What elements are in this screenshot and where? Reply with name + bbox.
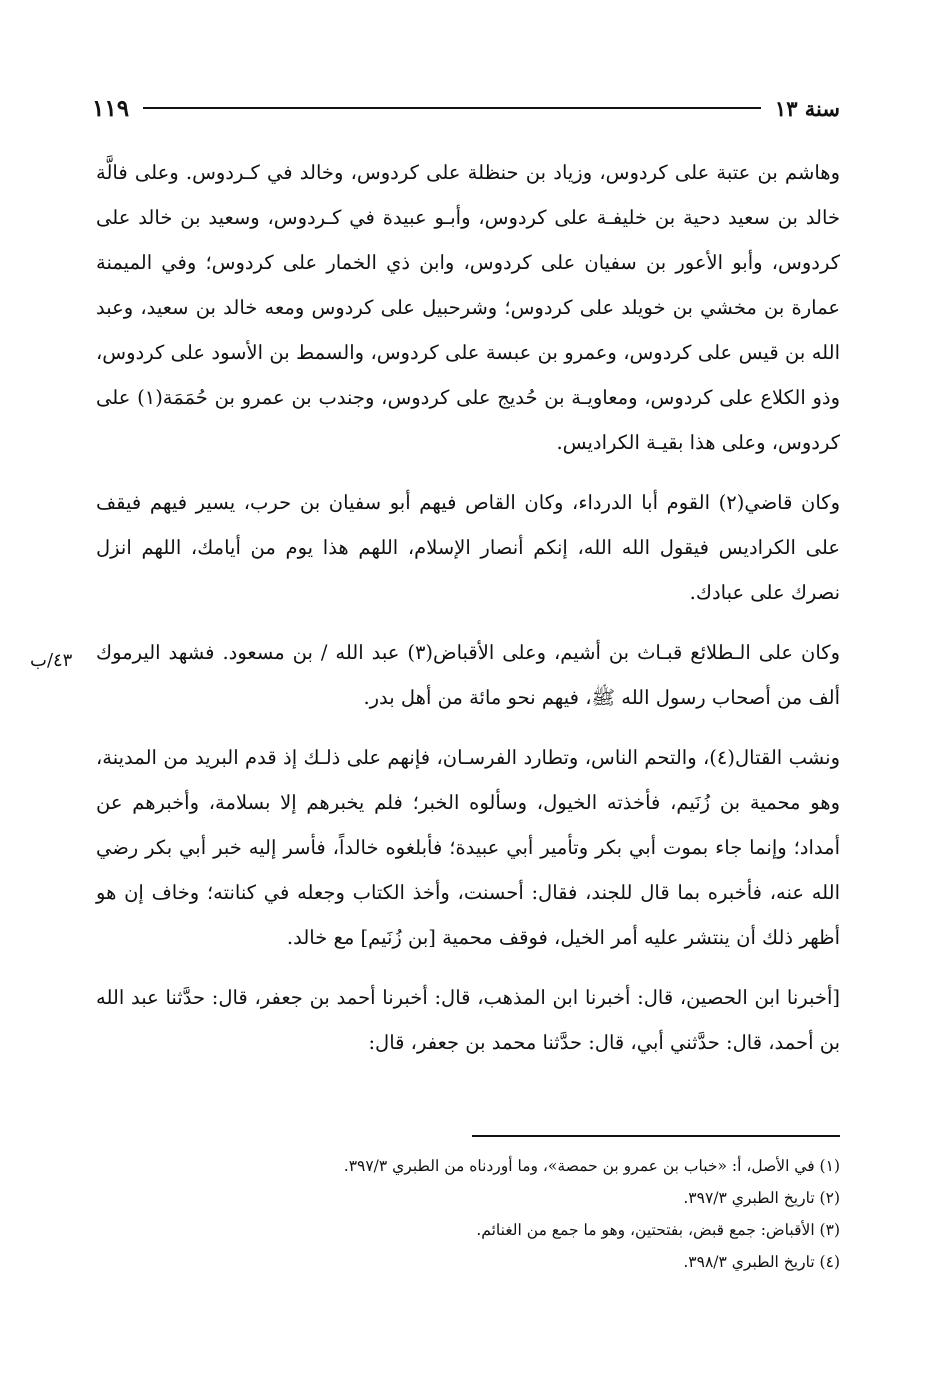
paragraph-3: وكان على الـطلائع قبـاث بن أشيم، وعلى الأقباض(٣) عبد الله / بن مسعود. فشهد اليرموك ألف من أصحاب رسول الله ﷺ، فيهم نحو مائة من أهل بدر.: [96, 641, 840, 709]
header-rule: [143, 107, 761, 109]
paragraph-1: وهاشم بن عتبة على كردوس، وزياد بن حنظلة على كردوس، وخالد في كـردوس. وعلى فالَّة خالد بن سعيد دحية بن خليفـة على كردوس، وأبـو عبيدة في كـردوس، وسعيد بن خالد على كردوس، وأبو الأعور بن سفيان على كردوس، وابن ذي الخمار على كردوس؛ وفي الميمنة عمارة بن مخشي بن خويلد على كردوس؛ وشرحبيل على كردوس ومعه خالد بن سعيد، وعبد الله بن قيس على كردوس، وعمرو بن عبسة على كردوس، والسمط بن الأسود على كردوس، وذو الكلاع على كردوس، ومعاويـة بن حُديج على كردوس، وجندب بن عمرو بن حُمَمَة(١) على كردوس، وعلى هذا بقيـة الكراديس.: [96, 161, 840, 454]
paragraph-2: وكان قاضي(٢) القوم أبا الدرداء، وكان القاص فيهم أبو سفيان بن حرب، يسير فيهم فيقف على الكراديس فيقول الله الله، إنكم أنصار الإسلام، اللهم هذا يوم من أيامك، اللهم انزل نصرك على عبادك.: [96, 491, 840, 604]
footnotes: [96, 1150, 840, 1278]
main-text: [96, 150, 840, 1080]
paragraph-5: [أخبرنا ابن الحصين، قال: أخبرنا ابن المذهب، قال: أخبرنا أحمد بن جعفر، قال: حدَّثنا عبد الله بن أحمد، قال: حدَّثني أبي، قال: حدَّثنا محمد بن جعفر، قال:: [96, 986, 840, 1054]
footnote-3: (٣) الأقباض: جمع قبض، بفتحتين، وهو ما جمع من الغنائم.: [476, 1221, 840, 1239]
page-number: ١١٩: [92, 94, 130, 122]
paragraph-4: ونشب القتال(٤)، والتحم الناس، وتطارد الفرسـان، فإنهم على ذلـك إذ قدم البريد من المدينة، وهو محمية بن زُنَيم، فأخذته الخيول، وسألوه الخبر؛ فلم يخبرهم إلا بسلامة، وأخبرهم عن أمداد؛ وإنما جاء بموت أبي بكر وتأمير أبي عبيدة؛ فأبلغوه خالداً، فأسر إليه خبر أبي بكر رضي الله عنه، فأخبره بما قال للجند، فقال: أحسنت، وأخذ الكتاب وجعله في كنانته؛ وخاف إن هو أظهر ذلك أن ينتشر عليه أمر الخيل، فوقف محمية [بن زُنَيم] مع خالد.: [96, 746, 840, 949]
footnote-1: (١) في الأصل، أ: «خباب بن عمرو بن حمصة»، وما أوردناه من الطبري ٣٩٧/٣.: [343, 1157, 840, 1175]
manuscript-folio-note: ٤٣/ب: [30, 650, 73, 671]
running-head-year: سنة ١٣: [774, 95, 840, 121]
page-header: [92, 88, 840, 128]
footnote-2: (٢) تاريخ الطبري ٣٩٧/٣.: [683, 1189, 840, 1207]
footnote-4: (٤) تاريخ الطبري ٣٩٨/٣.: [683, 1253, 840, 1271]
footnote-rule: [472, 1135, 840, 1137]
